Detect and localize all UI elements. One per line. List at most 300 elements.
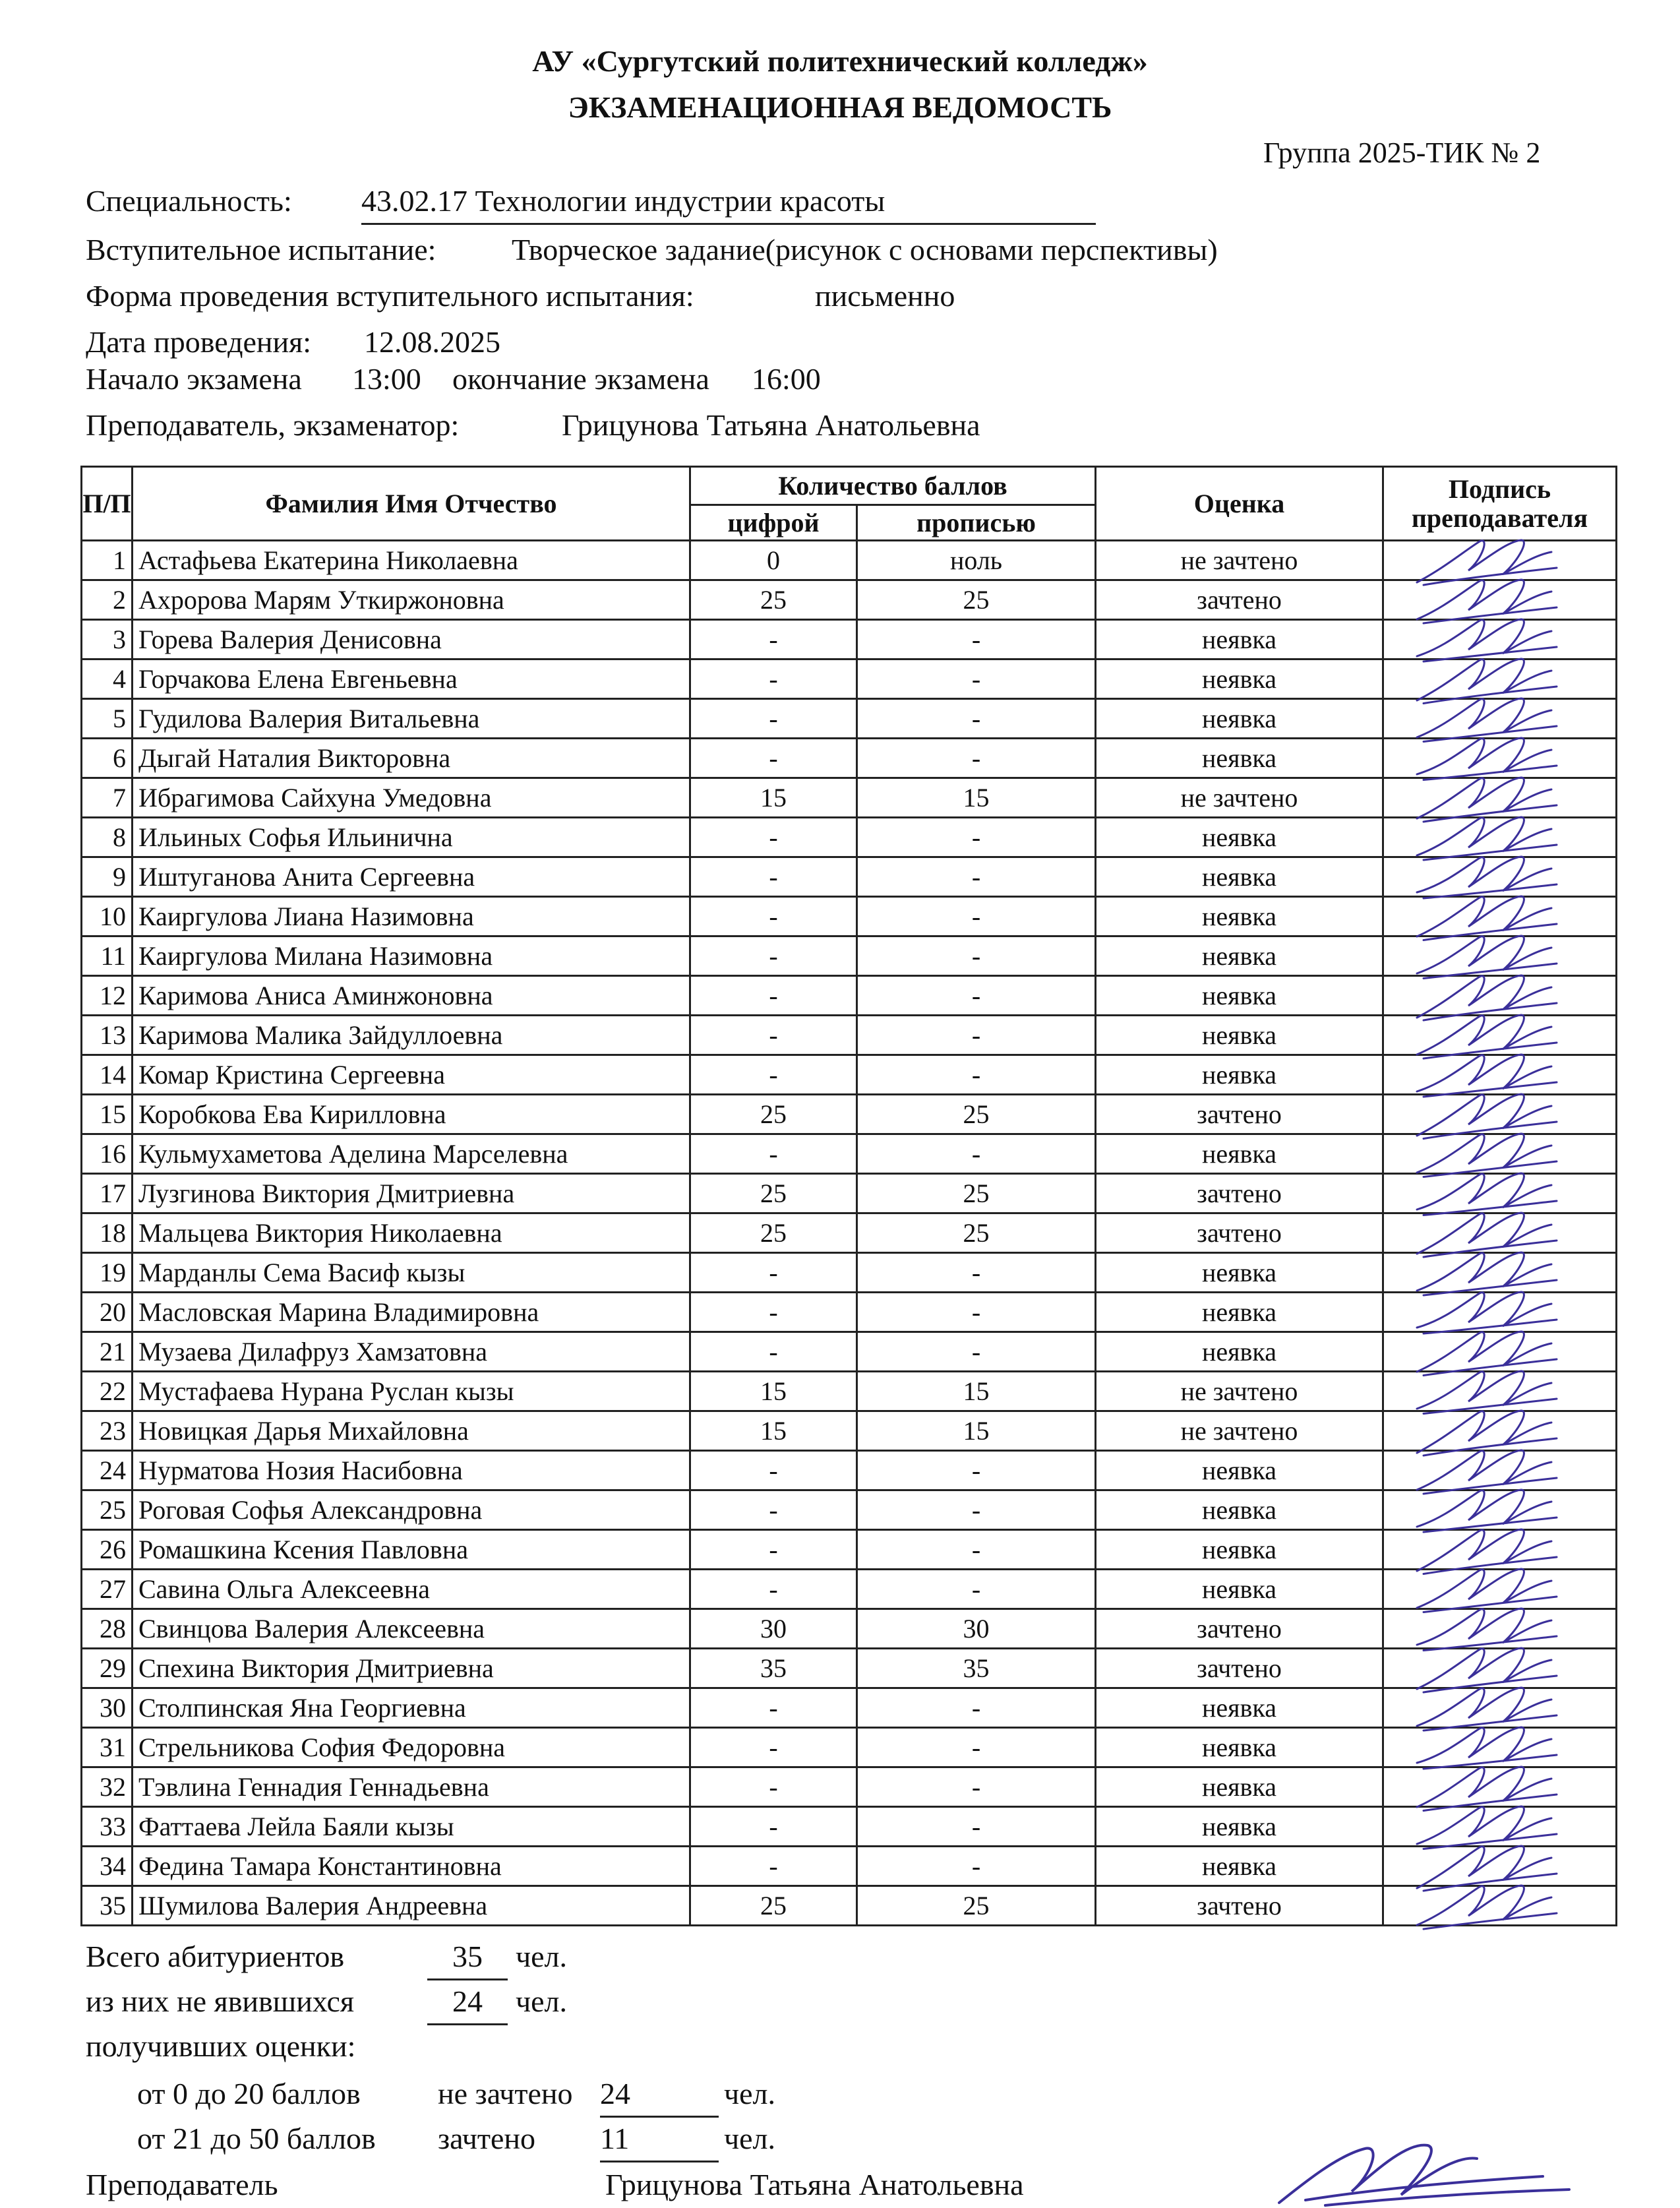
row-name: Музаева Дилафруз Хамзатовна	[133, 1332, 690, 1372]
row-name: Масловская Марина Владимировна	[133, 1293, 690, 1332]
row-signature	[1383, 1886, 1617, 1926]
row-score-words: 25	[857, 1886, 1096, 1926]
row-grade: не зачтено	[1096, 778, 1383, 818]
signature-scribble	[1410, 532, 1562, 588]
row-grade: неявка	[1096, 1570, 1383, 1609]
row-grade: зачтено	[1096, 1649, 1383, 1688]
signature-scribble	[1410, 730, 1562, 785]
row-signature	[1383, 1530, 1617, 1570]
row-signature	[1383, 659, 1617, 699]
row-name: Горева Валерия Денисовна	[133, 620, 690, 659]
row-signature	[1383, 1213, 1617, 1253]
row-grade: неявка	[1096, 1847, 1383, 1886]
row-number: 30	[82, 1688, 133, 1728]
document-title: ЭКЗАМЕНАЦИОННАЯ ВЕДОМОСТЬ	[568, 90, 1112, 124]
row-number: 16	[82, 1134, 133, 1174]
row-score-words: -	[857, 1728, 1096, 1767]
row-signature	[1383, 1134, 1617, 1174]
row-score-words: 35	[857, 1649, 1096, 1688]
signature-scribble	[1410, 1601, 1562, 1656]
table-row	[82, 1293, 1617, 1332]
exam-end-value: 16:00	[752, 362, 821, 396]
row-signature	[1383, 1293, 1617, 1332]
row-name: Стрельникова София Федоровна	[133, 1728, 690, 1767]
row-number: 10	[82, 897, 133, 936]
table-row	[82, 1174, 1617, 1213]
row-signature	[1383, 1728, 1617, 1767]
row-name: Марданлы Сема Васиф кызы	[133, 1253, 690, 1293]
table-row	[82, 739, 1617, 778]
table-row	[82, 1213, 1617, 1253]
row-score-digits: -	[690, 976, 857, 1016]
row-score-words: -	[857, 1530, 1096, 1570]
row-grade: неявка	[1096, 857, 1383, 897]
row-score-digits: -	[690, 659, 857, 699]
signature-scribble	[1410, 1205, 1562, 1260]
signature-scribble	[1410, 1324, 1562, 1379]
row-score-digits: 30	[690, 1609, 857, 1649]
row-number: 25	[82, 1490, 133, 1530]
row-signature	[1383, 1411, 1617, 1451]
row-score-words: -	[857, 1767, 1096, 1807]
row-score-words: -	[857, 1688, 1096, 1728]
table-row	[82, 659, 1617, 699]
row-grade: не зачтено	[1096, 1411, 1383, 1451]
row-score-digits: -	[690, 1767, 857, 1807]
col-header-name: Фамилия Имя Отчество	[133, 467, 690, 541]
signature-scribble	[1410, 1244, 1562, 1300]
row-number: 32	[82, 1767, 133, 1807]
total-applicants-label: Всего абитуриентов	[86, 1940, 345, 1973]
signature-scribble	[1410, 1047, 1562, 1102]
signature-scribble	[1410, 1284, 1562, 1339]
signature-scribble	[1410, 1798, 1562, 1854]
exam-date-label: Дата проведения:	[86, 325, 312, 359]
row-score-digits: 15	[690, 1411, 857, 1451]
row-score-words: 25	[857, 1174, 1096, 1213]
signature-scribble	[1410, 1482, 1562, 1537]
row-name: Коробкова Ева Кирилловна	[133, 1095, 690, 1134]
row-grade: неявка	[1096, 818, 1383, 857]
row-signature	[1383, 1609, 1617, 1649]
row-score-words: -	[857, 699, 1096, 739]
table-row	[82, 976, 1617, 1016]
row-number: 27	[82, 1570, 133, 1609]
table-row	[82, 936, 1617, 976]
row-name: Каиргулова Лиана Назимовна	[133, 897, 690, 936]
row-number: 3	[82, 620, 133, 659]
row-signature	[1383, 739, 1617, 778]
row-score-digits: 25	[690, 580, 857, 620]
row-grade: неявка	[1096, 1530, 1383, 1570]
row-name: Фаттаева Лейла Баяли кызы	[133, 1807, 690, 1847]
row-name: Спехина Виктория Дмитриевна	[133, 1649, 690, 1688]
row-signature	[1383, 778, 1617, 818]
row-score-words: 25	[857, 580, 1096, 620]
row-score-words: -	[857, 1134, 1096, 1174]
row-grade: зачтено	[1096, 1095, 1383, 1134]
row-signature	[1383, 1767, 1617, 1807]
row-grade: неявка	[1096, 1728, 1383, 1767]
row-grade: зачтено	[1096, 1174, 1383, 1213]
row-name: Каримова Аниса Аминжоновна	[133, 976, 690, 1016]
row-number: 13	[82, 1016, 133, 1055]
signature-scribble	[1410, 1442, 1562, 1498]
row-grade: неявка	[1096, 659, 1383, 699]
table-row	[82, 1530, 1617, 1570]
row-number: 6	[82, 739, 133, 778]
signature-scribble	[1410, 849, 1562, 904]
absent-label: из них не явившихся	[86, 1984, 355, 2018]
row-name: Мальцева Виктория Николаевна	[133, 1213, 690, 1253]
row-name: Ибрагимова Сайхуна Умедовна	[133, 778, 690, 818]
row-score-digits: -	[690, 1293, 857, 1332]
row-name: Федина Тамара Константиновна	[133, 1847, 690, 1886]
row-score-words: -	[857, 659, 1096, 699]
row-signature	[1383, 976, 1617, 1016]
row-grade: не зачтено	[1096, 1372, 1383, 1411]
exam-start-value: 13:00	[352, 362, 421, 396]
row-number: 1	[82, 541, 133, 580]
row-score-digits: 25	[690, 1174, 857, 1213]
row-number: 12	[82, 976, 133, 1016]
table-row	[82, 1490, 1617, 1530]
row-number: 29	[82, 1649, 133, 1688]
row-signature	[1383, 857, 1617, 897]
row-number: 23	[82, 1411, 133, 1451]
row-grade: зачтено	[1096, 1886, 1383, 1926]
row-name: Дыгай Наталия Викторовна	[133, 739, 690, 778]
range1-label: от 0 до 20 баллов	[137, 2077, 361, 2110]
col-header-grade: Оценка	[1096, 467, 1383, 541]
row-number: 14	[82, 1055, 133, 1095]
row-signature	[1383, 580, 1617, 620]
table-row	[82, 1847, 1617, 1886]
row-score-digits: 0	[690, 541, 857, 580]
signature-scribble	[1410, 888, 1562, 944]
row-number: 9	[82, 857, 133, 897]
range2-grade: зачтено	[438, 2122, 536, 2155]
row-grade: неявка	[1096, 1332, 1383, 1372]
row-number: 17	[82, 1174, 133, 1213]
row-signature	[1383, 1847, 1617, 1886]
table-row	[82, 1253, 1617, 1293]
row-grade: неявка	[1096, 699, 1383, 739]
row-score-digits: -	[690, 739, 857, 778]
row-score-digits: -	[690, 1847, 857, 1886]
signature-scribble	[1410, 1640, 1562, 1696]
signature-scribble	[1410, 1719, 1562, 1775]
entrance-test-value: Творческое задание(рисунок с основами перспективы)	[512, 233, 1218, 266]
signature-scribble	[1410, 1363, 1562, 1419]
row-number: 19	[82, 1253, 133, 1293]
row-name: Мустафаева Нурана Руслан кызы	[133, 1372, 690, 1411]
row-score-digits: -	[690, 1134, 857, 1174]
row-name: Савина Ольга Алексеевна	[133, 1570, 690, 1609]
table-row	[82, 1609, 1617, 1649]
row-name: Роговая Софья Александровна	[133, 1490, 690, 1530]
table-row	[82, 1649, 1617, 1688]
row-signature	[1383, 818, 1617, 857]
row-score-digits: -	[690, 936, 857, 976]
table-row	[82, 818, 1617, 857]
table-body	[82, 541, 1617, 1926]
row-number: 18	[82, 1213, 133, 1253]
row-grade: неявка	[1096, 936, 1383, 976]
row-signature	[1383, 1649, 1617, 1688]
row-score-words: 15	[857, 1411, 1096, 1451]
total-applicants-unit: чел.	[516, 1940, 568, 1973]
row-grade: зачтено	[1096, 580, 1383, 620]
total-applicants-value: 35	[427, 1939, 508, 1980]
row-number: 2	[82, 580, 133, 620]
table-row	[82, 1055, 1617, 1095]
row-name: Тэвлина Геннадия Геннадьевна	[133, 1767, 690, 1807]
range1-unit: чел.	[724, 2077, 776, 2110]
row-number: 7	[82, 778, 133, 818]
signature-scribble	[1410, 1007, 1562, 1062]
row-number: 31	[82, 1728, 133, 1767]
row-score-words: -	[857, 620, 1096, 659]
signature-scribble	[1410, 770, 1562, 825]
table-row	[82, 1411, 1617, 1451]
row-name: Кульмухаметова Аделина Марселевна	[133, 1134, 690, 1174]
college-name: АУ «Сургутский политехнический колледж»	[532, 44, 1148, 78]
range2-unit: чел.	[724, 2122, 776, 2155]
row-signature	[1383, 620, 1617, 659]
row-signature	[1383, 897, 1617, 936]
examiner-value: Грицунова Татьяна Анатольевна	[562, 408, 980, 442]
table-row	[82, 1886, 1617, 1926]
col-header-score-digits: цифрой	[690, 505, 857, 541]
row-name: Шумилова Валерия Андреевна	[133, 1886, 690, 1926]
row-grade: неявка	[1096, 739, 1383, 778]
row-grade: неявка	[1096, 1134, 1383, 1174]
row-score-words: -	[857, 1293, 1096, 1332]
signature-scribble	[1410, 1126, 1562, 1181]
row-number: 26	[82, 1530, 133, 1570]
signature-scribble	[1410, 1561, 1562, 1616]
row-grade: неявка	[1096, 1016, 1383, 1055]
row-score-digits: -	[690, 1530, 857, 1570]
row-score-words: -	[857, 818, 1096, 857]
row-score-words: 25	[857, 1213, 1096, 1253]
row-score-words: -	[857, 1847, 1096, 1886]
row-name: Ахророва Марям Уткиржоновна	[133, 580, 690, 620]
row-score-digits: -	[690, 1728, 857, 1767]
final-teacher-name: Грицунова Татьяна Анатольевна	[605, 2168, 1024, 2201]
row-score-digits: 15	[690, 1372, 857, 1411]
row-signature	[1383, 1253, 1617, 1293]
exam-start-label: Начало экзамена	[86, 362, 302, 396]
row-signature	[1383, 1174, 1617, 1213]
row-grade: неявка	[1096, 1807, 1383, 1847]
col-header-signature: Подпись преподавателя	[1383, 467, 1617, 541]
signature-scribble	[1410, 1759, 1562, 1814]
entrance-test-label: Вступительное испытание:	[86, 233, 436, 266]
specialty-label: Специальность:	[86, 184, 292, 218]
row-number: 20	[82, 1293, 133, 1332]
table-row	[82, 1332, 1617, 1372]
row-score-digits: -	[690, 1332, 857, 1372]
signature-scribble	[1410, 967, 1562, 1023]
row-signature	[1383, 541, 1617, 580]
row-grade: неявка	[1096, 976, 1383, 1016]
col-header-score: Количество баллов	[690, 467, 1096, 505]
signature-scribble	[1410, 1086, 1562, 1142]
row-name: Астафьева Екатерина Николаевна	[133, 541, 690, 580]
row-score-digits: -	[690, 1253, 857, 1293]
range1-value: 24	[600, 2076, 719, 2118]
row-score-words: -	[857, 1490, 1096, 1530]
examiner-label: Преподаватель, экзаменатор:	[86, 408, 460, 442]
table-row	[82, 1728, 1617, 1767]
row-grade: неявка	[1096, 1293, 1383, 1332]
row-score-words: -	[857, 1055, 1096, 1095]
exam-form-label: Форма проведения вступительного испытания:	[86, 279, 694, 313]
range2-label: от 21 до 50 баллов	[137, 2122, 376, 2155]
row-signature	[1383, 1490, 1617, 1530]
table-row	[82, 778, 1617, 818]
table-row	[82, 897, 1617, 936]
row-number: 8	[82, 818, 133, 857]
table-row	[82, 580, 1617, 620]
graded-label: получивших оценки:	[86, 2029, 356, 2063]
col-header-score-words: прописью	[857, 505, 1096, 541]
row-score-digits: -	[690, 1016, 857, 1055]
table-row	[82, 857, 1617, 897]
row-score-words: -	[857, 976, 1096, 1016]
signature-scribble	[1410, 1403, 1562, 1458]
row-score-words: -	[857, 1253, 1096, 1293]
row-score-words: -	[857, 897, 1096, 936]
group-label: Группа 2025-ТИК № 2	[1263, 137, 1541, 169]
row-number: 4	[82, 659, 133, 699]
row-grade: зачтено	[1096, 1213, 1383, 1253]
absent-value: 24	[427, 1984, 508, 2025]
col-header-number: П/П	[82, 467, 133, 541]
table-row	[82, 699, 1617, 739]
table-row	[82, 1767, 1617, 1807]
row-score-digits: -	[690, 1055, 857, 1095]
row-name: Комар Кристина Сергеевна	[133, 1055, 690, 1095]
table-row	[82, 1016, 1617, 1055]
table-row	[82, 1372, 1617, 1411]
row-score-digits: 15	[690, 778, 857, 818]
row-name: Гудилова Валерия Витальевна	[133, 699, 690, 739]
row-score-digits: -	[690, 857, 857, 897]
signature-scribble	[1410, 1521, 1562, 1577]
exam-date-value: 12.08.2025	[364, 325, 500, 359]
row-grade: неявка	[1096, 1451, 1383, 1490]
row-number: 11	[82, 936, 133, 976]
row-score-words: 30	[857, 1609, 1096, 1649]
row-signature	[1383, 1451, 1617, 1490]
row-grade: неявка	[1096, 1253, 1383, 1293]
row-signature	[1383, 699, 1617, 739]
row-name: Иштуганова Анита Сергеевна	[133, 857, 690, 897]
row-number: 22	[82, 1372, 133, 1411]
specialty-value: 43.02.17 Технологии индустрии красоты	[361, 183, 1096, 225]
row-score-digits: -	[690, 818, 857, 857]
signature-scribble	[1410, 690, 1562, 746]
row-grade: зачтено	[1096, 1609, 1383, 1649]
table-row	[82, 1807, 1617, 1847]
row-number: 15	[82, 1095, 133, 1134]
row-name: Нурматова Нозия Насибовна	[133, 1451, 690, 1490]
row-score-words: -	[857, 936, 1096, 976]
row-number: 28	[82, 1609, 133, 1649]
row-score-words: -	[857, 1570, 1096, 1609]
row-name: Ромашкина Ксения Павловна	[133, 1530, 690, 1570]
row-score-digits: -	[690, 1807, 857, 1847]
exam-form-value: письменно	[815, 279, 955, 313]
row-score-digits: -	[690, 620, 857, 659]
table-row	[82, 1451, 1617, 1490]
table-row	[82, 620, 1617, 659]
row-grade: неявка	[1096, 1490, 1383, 1530]
row-signature	[1383, 1055, 1617, 1095]
range1-grade: не зачтено	[438, 2077, 573, 2110]
signature-scribble	[1410, 572, 1562, 627]
row-grade: не зачтено	[1096, 541, 1383, 580]
row-number: 24	[82, 1451, 133, 1490]
row-grade: неявка	[1096, 620, 1383, 659]
row-score-words: -	[857, 739, 1096, 778]
row-score-digits: 25	[690, 1213, 857, 1253]
row-score-digits: -	[690, 1688, 857, 1728]
row-number: 21	[82, 1332, 133, 1372]
row-name: Лузгинова Виктория Дмитриевна	[133, 1174, 690, 1213]
signature-scribble	[1410, 651, 1562, 706]
signature-scribble	[1410, 1680, 1562, 1735]
row-number: 5	[82, 699, 133, 739]
table-row	[82, 1688, 1617, 1728]
row-score-digits: -	[690, 897, 857, 936]
table-row	[82, 1134, 1617, 1174]
table-row	[82, 541, 1617, 580]
row-name: Новицкая Дарья Михайловна	[133, 1411, 690, 1451]
row-grade: неявка	[1096, 1767, 1383, 1807]
row-number: 33	[82, 1807, 133, 1847]
row-score-digits: 25	[690, 1095, 857, 1134]
signature-scribble	[1410, 611, 1562, 667]
row-name: Каиргулова Милана Назимовна	[133, 936, 690, 976]
row-number: 35	[82, 1886, 133, 1926]
signature-scribble	[1410, 809, 1562, 865]
signature-scribble	[1410, 928, 1562, 983]
absent-unit: чел.	[516, 1984, 568, 2018]
row-score-digits: 25	[690, 1886, 857, 1926]
row-signature	[1383, 1095, 1617, 1134]
row-score-words: -	[857, 1016, 1096, 1055]
range2-value: 11	[600, 2121, 719, 2162]
signature-scribble	[1410, 1838, 1562, 1893]
row-signature	[1383, 1570, 1617, 1609]
row-grade: неявка	[1096, 897, 1383, 936]
row-score-digits: -	[690, 1490, 857, 1530]
row-score-digits: 35	[690, 1649, 857, 1688]
row-score-digits: -	[690, 1570, 857, 1609]
row-signature	[1383, 1332, 1617, 1372]
row-signature	[1383, 1688, 1617, 1728]
exam-end-label: окончание экзамена	[452, 362, 709, 396]
row-name: Ильиных Софья Ильинична	[133, 818, 690, 857]
signature-scribble	[1410, 1878, 1562, 1933]
row-number: 34	[82, 1847, 133, 1886]
row-score-words: ноль	[857, 541, 1096, 580]
row-score-words: -	[857, 1332, 1096, 1372]
